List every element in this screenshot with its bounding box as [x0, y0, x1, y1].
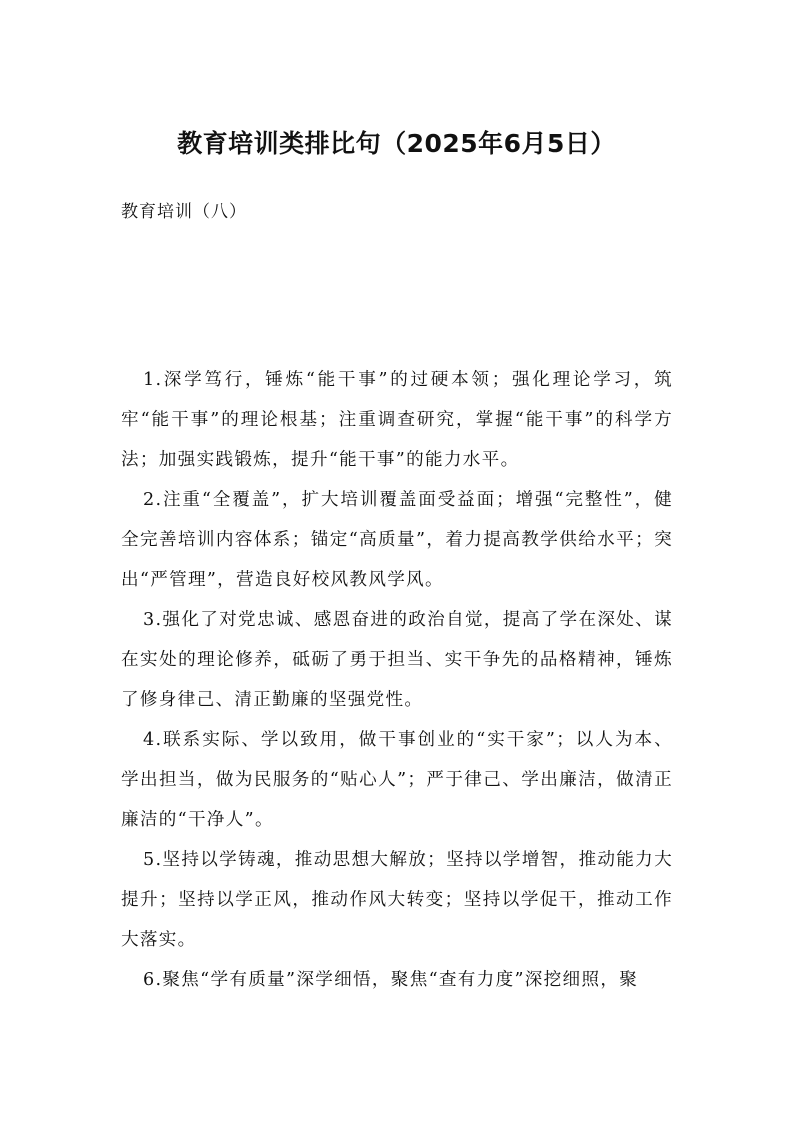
- paragraph-3: 3.强化了对党忠诚、感恩奋进的政治自觉，提高了学在深处、谋在实处的理论修养，砥砺了勇于担当、实干争先的品格精神，锤炼了修身律己、清正勤廉的坚强党性。: [121, 610, 673, 710]
- paragraph-5: 5.坚持以学铸魂，推动思想大解放；坚持以学增智，推动能力大提升；坚持以学正风，推动作风大转变；坚持以学促干，推动工作大落实。: [121, 850, 673, 950]
- document-body: [121, 360, 673, 1000]
- paragraph-6: 6.聚焦“学有质量”深学细悟，聚焦“查有力度”深挖细照，聚: [143, 970, 639, 990]
- paragraph-4: 4.联系实际、学以致用，做干事创业的“实干家”；以人为本、学出担当，做为民服务的“贴心人”；严于律己、学出廉洁，做清正廉洁的“干净人”。: [121, 730, 673, 830]
- paragraph-2: 2.注重“全覆盖”，扩大培训覆盖面受益面；增强“完整性”，健全完善培训内容体系；锚定“高质量”，着力提高教学供给水平；突出“严管理”，营造良好校风教风学风。: [121, 490, 673, 590]
- document-subtitle: 教育培训（八）: [121, 202, 247, 222]
- paragraph-1: 1.深学笃行，锤炼“能干事”的过硬本领；强化理论学习，筑牢“能干事”的理论根基；注重调查研究，掌握“能干事”的科学方法；加强实践锻炼，提升“能干事”的能力水平。: [121, 370, 673, 470]
- document-title: 教育培训类排比句（2025年6月5日）: [177, 129, 616, 158]
